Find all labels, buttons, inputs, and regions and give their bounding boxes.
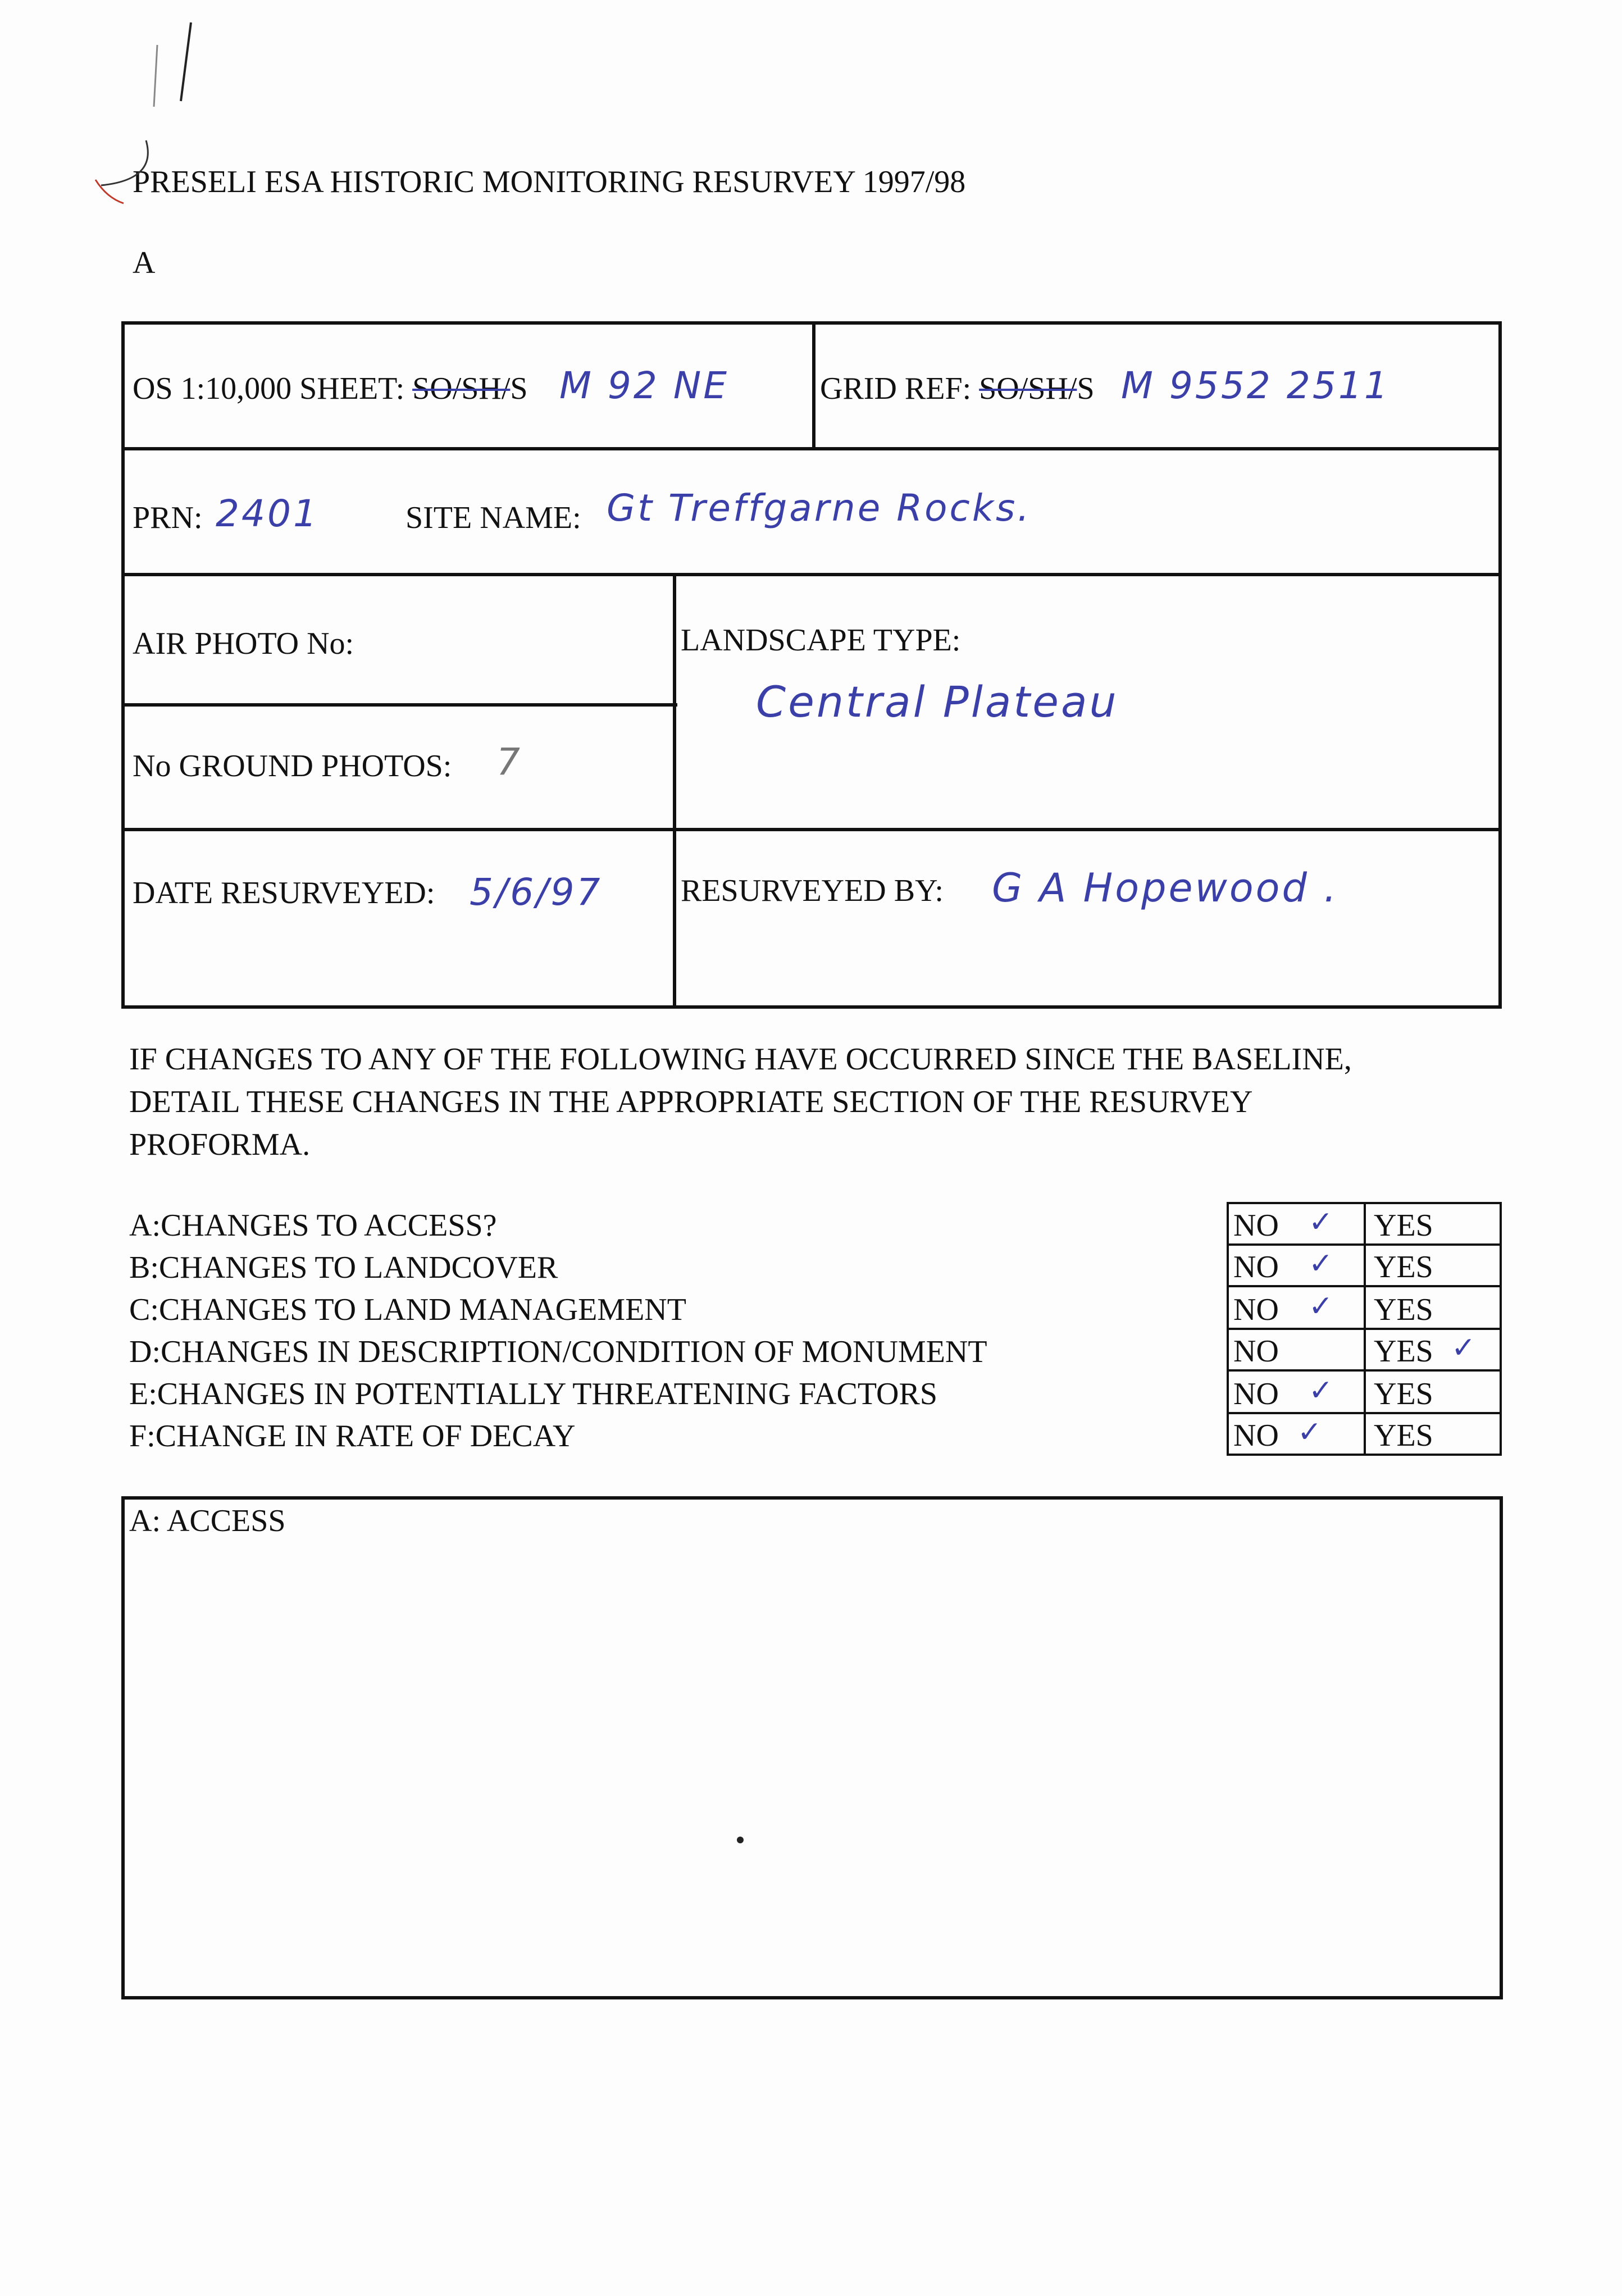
- checkbox-yes-c[interactable]: YES: [1374, 1292, 1433, 1327]
- os-sheet-prefix-kept: S: [510, 371, 528, 406]
- grid-ref-prefix-struck: SO/SH/: [979, 371, 1077, 406]
- grid-ref-prefix-kept: S: [1077, 371, 1095, 406]
- form-title: PRESELI ESA HISTORIC MONITORING RESURVEY 1997/98: [133, 165, 966, 199]
- checkbox-yes-f[interactable]: YES: [1374, 1418, 1433, 1453]
- checkbox-no-e[interactable]: NO: [1233, 1377, 1279, 1411]
- landscape-type-label: LANDSCAPE TYPE:: [681, 623, 961, 658]
- access-section-title: A: ACCESS: [129, 1504, 286, 1538]
- form-letter: A: [133, 245, 156, 280]
- landscape-type-value: Central Plateau: [756, 677, 1119, 727]
- yes-no-row-divider: [1227, 1243, 1502, 1246]
- col-divider-1: [812, 321, 815, 448]
- grid-ref-label: GRID REF:: [820, 371, 972, 406]
- yes-no-row-divider: [1227, 1285, 1502, 1287]
- yes-no-row-divider: [1227, 1328, 1502, 1330]
- checkbox-yes-d[interactable]: YES: [1374, 1334, 1433, 1369]
- check-mark-icon: ✓: [1309, 1247, 1333, 1281]
- check-mark-icon: ✓: [1309, 1374, 1333, 1407]
- checkbox-no-f[interactable]: NO: [1233, 1418, 1279, 1453]
- checkbox-no-d[interactable]: NO: [1233, 1334, 1279, 1369]
- instructions-line-2: DETAIL THESE CHANGES IN THE APPROPRIATE SECTION OF THE RESURVEY: [129, 1085, 1253, 1119]
- changes-list: [129, 1210, 1196, 1463]
- row-divider-4: [121, 828, 1502, 831]
- change-item-b: B:CHANGES TO LANDCOVER: [129, 1250, 558, 1285]
- checkbox-no-b[interactable]: NO: [1233, 1250, 1279, 1284]
- ground-photos-label: No GROUND PHOTOS:: [133, 749, 452, 783]
- os-sheet-field: [133, 373, 528, 404]
- yes-no-row-divider: [1227, 1412, 1502, 1414]
- date-resurveyed-label: DATE RESURVEYED:: [133, 876, 435, 910]
- resurveyed-by-label: RESURVEYED BY:: [681, 873, 944, 908]
- os-sheet-label: OS 1:10,000 SHEET:: [133, 371, 405, 406]
- checkbox-yes-b[interactable]: YES: [1374, 1250, 1433, 1284]
- grid-ref-field: [820, 373, 1095, 404]
- row-divider-2: [121, 573, 1502, 576]
- change-item-f: F:CHANGE IN RATE OF DECAY: [129, 1419, 576, 1454]
- yes-no-row-divider: [1227, 1369, 1502, 1372]
- check-mark-icon: ✓: [1297, 1415, 1322, 1449]
- site-name-value: Gt Treffgarne Rocks.: [607, 486, 1032, 530]
- site-name-label: SITE NAME:: [406, 500, 581, 535]
- change-item-c: C:CHANGES TO LAND MANAGEMENT: [129, 1292, 686, 1327]
- prn-value: 2401: [216, 492, 319, 535]
- date-resurveyed-value: 5/6/97: [470, 871, 603, 914]
- margin-pen-marks: [84, 0, 219, 213]
- checkbox-yes-a[interactable]: YES: [1374, 1208, 1433, 1243]
- grid-ref-value: M 9552 2511: [1121, 364, 1390, 407]
- change-item-a: A:CHANGES TO ACCESS?: [129, 1208, 497, 1243]
- checkbox-no-c[interactable]: NO: [1233, 1292, 1279, 1327]
- row-divider-3: [121, 703, 677, 707]
- checkbox-no-a[interactable]: NO: [1233, 1208, 1279, 1243]
- checkbox-yes-e[interactable]: YES: [1374, 1377, 1433, 1411]
- change-item-e: E:CHANGES IN POTENTIALLY THREATENING FACTORS: [129, 1377, 937, 1411]
- access-section-box[interactable]: [121, 1496, 1503, 1999]
- ink-dot: [737, 1837, 744, 1843]
- check-mark-icon: ✓: [1309, 1205, 1333, 1239]
- ground-photos-value: 7: [496, 740, 522, 783]
- instructions-line-3: PROFORMA.: [129, 1127, 311, 1162]
- check-mark-icon: ✓: [1309, 1290, 1333, 1323]
- prn-label: PRN:: [133, 500, 203, 535]
- change-item-d: D:CHANGES IN DESCRIPTION/CONDITION OF MONUMENT: [129, 1334, 987, 1369]
- os-sheet-prefix-struck: SO/SH/: [412, 371, 511, 406]
- col-divider-2: [673, 573, 676, 1009]
- air-photo-label: AIR PHOTO No:: [133, 626, 354, 661]
- os-sheet-value: M 92 NE: [559, 364, 729, 407]
- resurveyed-by-value: G A Hopewood .: [992, 865, 1339, 911]
- instructions-line-1: IF CHANGES TO ANY OF THE FOLLOWING HAVE OCCURRED SINCE THE BASELINE,: [129, 1042, 1352, 1077]
- check-mark-icon: ✓: [1451, 1331, 1476, 1365]
- row-divider-1: [121, 447, 1502, 450]
